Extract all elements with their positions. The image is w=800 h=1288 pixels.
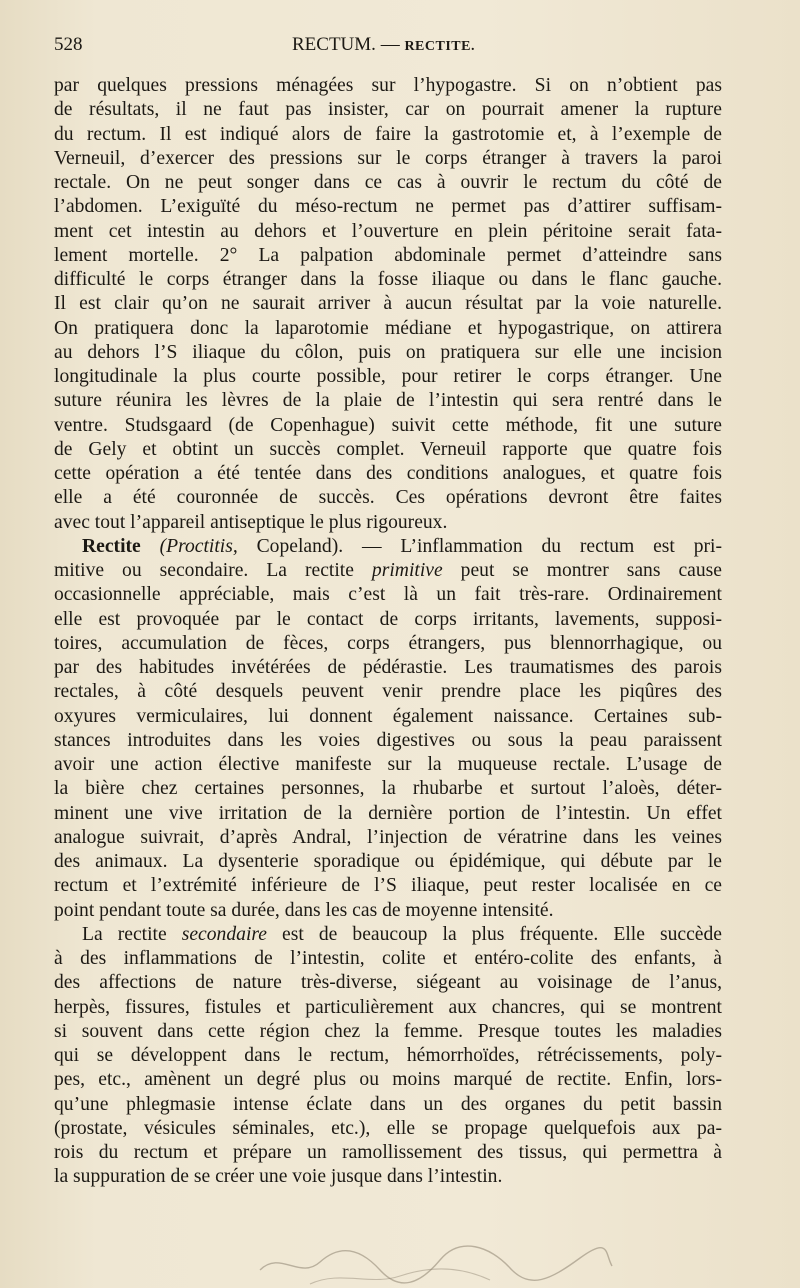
text-line — [54, 74, 722, 98]
text-line — [54, 268, 722, 292]
line-text: si souvent dans cette région chez la femme. Presque toutes les maladies — [54, 1020, 722, 1042]
text-line — [54, 365, 722, 389]
text-line — [54, 220, 722, 244]
text-line — [54, 511, 722, 535]
text-line — [54, 123, 722, 147]
line-text: toires, accumulation de fèces, corps étrangers, pus blennorrhagique, ou — [54, 632, 722, 654]
line-text: longitudinale la plus courte possible, pour retirer le corps étranger. Une — [54, 366, 722, 387]
body-text — [54, 74, 722, 1190]
line-text: ventre. Studsgaard (de Copenhague) suivit cette méthode, fit une suture — [54, 414, 722, 436]
line-text: du rectum. Il est indiqué alors de faire la gastrotomie et, à l’exemple de — [54, 123, 722, 145]
line-text: rectales, à côté desquels peuvent venir prendre place les piqûres des — [54, 681, 722, 703]
line-text: Copeland). — L’inflammation du rectum est pri- — [237, 535, 722, 557]
line-text: mitive ou secondaire. La rectite — [54, 560, 372, 581]
line-text: oxyures vermiculaires, lui donnent également naissance. Certaines sub- — [54, 705, 722, 727]
italic-term: secondaire — [181, 923, 267, 945]
text-line — [54, 171, 722, 195]
line-text: La rectite — [82, 923, 182, 945]
text-line — [54, 826, 722, 850]
text-line — [54, 850, 722, 874]
text-line — [54, 802, 722, 826]
line-text: par des habitudes invétérées de pédérastie. Les traumatismes des parois — [54, 657, 722, 678]
text-line — [54, 559, 722, 583]
handwritten-scribble — [250, 1240, 620, 1288]
line-text: analogue suivrait, d’après Andral, l’injection de vératrine dans les veines — [54, 826, 722, 848]
line-text: qui se développent dans le rectum, hémorrhoïdes, rétrécissements, poly- — [54, 1045, 722, 1066]
text-line — [54, 292, 722, 316]
line-text: (prostate, vésicules séminales, etc.), elle se propage quelquefois aux pa- — [54, 1117, 722, 1139]
text-line — [54, 317, 722, 341]
text-line — [54, 971, 722, 995]
line-text: avec tout l’appareil antiseptique le plus rigoureux. — [54, 511, 448, 533]
line-text: la bière chez certaines personnes, la rhubarbe et surtout l’aloès, déter- — [54, 778, 722, 800]
line-text: des animaux. La dysenterie sporadique ou épidémique, qui débute par le — [54, 851, 722, 872]
text-line — [54, 632, 722, 656]
line-text: lement mortelle. 2° La palpation abdominale permet d’atteindre sans — [54, 244, 722, 266]
text-line — [54, 608, 722, 632]
line-text: rois du rectum et prépare un ramollissement des tissus, qui permettra à — [54, 1142, 722, 1163]
running-title — [292, 34, 475, 56]
line-text: On pratiquera donc la laparotomie médiane et hypogastrique, on attirera — [54, 317, 722, 339]
line-text: elle a été couronnée de succès. Ces opérations devront être faites — [54, 487, 722, 509]
line-text: des affections de nature très-diverse, siégeant au voisinage de l’anus, — [54, 972, 722, 994]
text-line — [54, 583, 722, 607]
italic-term: (Proctitis, — [159, 535, 238, 557]
line-text: pes, etc., amènent un degré plus ou moins marqué de rectite. Enfin, lors- — [54, 1069, 722, 1091]
line-text: ment cet intestin au dehors et l’ouverture en plein péritoine serait fata- — [54, 220, 722, 242]
line-text: avoir une action élective manifeste sur la muqueuse rectale. L’usage de — [54, 754, 722, 775]
text-line — [54, 899, 722, 923]
running-head — [54, 34, 746, 64]
text-line — [54, 705, 722, 729]
text-line — [54, 1165, 722, 1189]
text-line — [54, 486, 722, 510]
line-text: stances introduites dans les voies digestives ou sous la peau paraissent — [54, 729, 722, 751]
line-text: de résultats, il ne faut pas insister, car on pourrait amener la rupture — [54, 99, 722, 121]
line-text: par quelques pressions ménagées sur l’hypogastre. Si on n’obtient pas — [54, 75, 722, 96]
text-line — [54, 777, 722, 801]
text-line — [54, 98, 722, 122]
line-text: minent une vive irritation de la dernière portion de l’intestin. Un effet — [54, 802, 722, 824]
line-text: cette opération a été tentée dans des conditions analogues, et quatre fois — [54, 463, 722, 484]
line-text: peut se montrer sans cause — [442, 560, 722, 581]
text-line — [54, 1117, 722, 1141]
text-line — [54, 680, 722, 704]
text-line — [54, 244, 722, 268]
text-line — [54, 535, 722, 559]
line-text: herpès, fissures, fistules et particulièrement aux chancres, qui se montrent — [54, 996, 722, 1018]
text-line — [54, 1044, 722, 1068]
text-line — [54, 1068, 722, 1092]
line-text: rectum et l’extrémité inférieure de l’S iliaque, peut rester localisée en ce — [54, 875, 722, 897]
text-line — [54, 147, 722, 171]
text-line — [54, 389, 722, 413]
text-line — [54, 462, 722, 486]
line-text: au dehors l’S iliaque du côlon, puis on pratiquera sur elle une incision — [54, 341, 722, 363]
italic-term: primitive — [371, 560, 443, 581]
text-line — [54, 947, 722, 971]
text-line — [54, 1093, 722, 1117]
text-line — [54, 1020, 722, 1044]
text-line — [54, 195, 722, 219]
line-text: rectale. On ne peut songer dans ce cas à ouvrir le rectum du côté de — [54, 172, 722, 193]
running-title-main: RECTUM. — [292, 34, 376, 55]
text-line — [54, 729, 722, 753]
running-title-rubric: RECTITE. — [404, 39, 475, 54]
text-line — [54, 753, 722, 777]
text-line — [54, 414, 722, 438]
line-text: difficulté le corps étranger dans la fosse iliaque ou dans le flanc gauche. — [54, 269, 722, 290]
text-line — [54, 438, 722, 462]
line-text: suture réunira les lèvres de la plaie de l’intestin qui sera rentré dans le — [54, 390, 722, 412]
line-text: qu’une phlegmasie intense éclate dans un des organes du petit bassin — [54, 1093, 722, 1115]
text-line — [54, 923, 722, 947]
line-text: Verneuil, d’exercer des pressions sur le corps étranger à travers la paroi — [54, 147, 722, 169]
line-text: est de beaucoup la plus fréquente. Elle succède — [266, 923, 722, 945]
text-line — [54, 656, 722, 680]
text-line — [54, 341, 722, 365]
line-text: la suppuration de se créer une voie jusque dans l’intestin. — [54, 1166, 503, 1188]
text-line — [54, 1141, 722, 1165]
line-text: occasionnelle appréciable, mais c’est là un fait très-rare. Ordinairement — [54, 584, 722, 606]
line-text: elle est provoquée par le contact de corps irritants, lavements, supposi- — [54, 608, 722, 630]
page-number: 528 — [54, 34, 83, 55]
line-text: point pendant toute sa durée, dans les cas de moyenne intensité. — [54, 899, 554, 921]
line-text: de Gely et obtint un succès complet. Verneuil rapporte que quatre fois — [54, 438, 722, 460]
text-line — [54, 874, 722, 898]
entry-term: Rectite — [82, 535, 141, 557]
line-text: à des inflammations de l’intestin, colite et entéro-colite des enfants, à — [54, 948, 722, 969]
text-line — [54, 996, 722, 1020]
running-title-dash: — — [380, 34, 400, 55]
line-text: l’abdomen. L’exiguïté du méso-rectum ne permet pas d’attirer suffisam- — [54, 196, 722, 218]
line-text: Il est clair qu’on ne saurait arriver à aucun résultat par la voie naturelle. — [54, 293, 722, 315]
